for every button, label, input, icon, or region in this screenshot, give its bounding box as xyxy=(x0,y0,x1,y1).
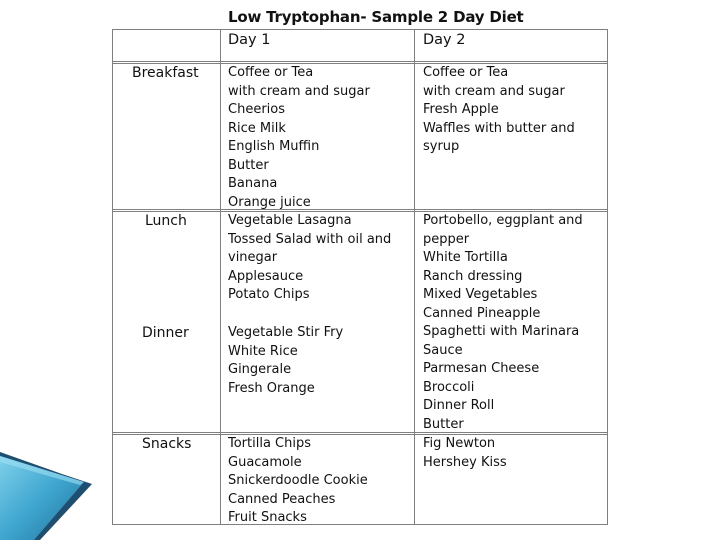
list-item: Potato Chips xyxy=(228,287,310,302)
list-item: Spaghetti with Marinara xyxy=(423,324,580,339)
list-item: Coffee or Tea xyxy=(423,65,509,80)
meal-label-snacks: Snacks xyxy=(142,436,192,452)
page-title: Low Tryptophan- Sample 2 Day Diet xyxy=(228,8,524,26)
day1-header: Day 1 xyxy=(228,32,271,48)
list-item: Hershey Kiss xyxy=(423,454,507,470)
list-item: vinegar xyxy=(228,250,278,265)
list-item: Portobello, eggplant and xyxy=(423,213,583,228)
list-item: Snickerdoodle Cookie xyxy=(228,473,368,488)
list-item: Guacamole xyxy=(228,454,302,470)
list-item: Tortilla Chips xyxy=(228,436,312,451)
list-item: Rice Milk xyxy=(228,120,286,136)
list-item: Ranch dressing xyxy=(423,268,523,284)
list-item: Waffles with butter and xyxy=(423,120,575,136)
lunch-day1-list xyxy=(228,212,391,305)
list-item: syrup xyxy=(423,139,460,154)
list-item: Sauce xyxy=(423,342,463,358)
list-item: Fresh Apple xyxy=(423,102,499,117)
list-item: Mixed Vegetables xyxy=(423,287,538,302)
meal-label-dinner: Dinner xyxy=(142,325,189,341)
list-item: White Rice xyxy=(228,343,298,359)
snacks-day2-list xyxy=(423,435,507,472)
list-item: Banana xyxy=(228,176,278,191)
list-item: Butter xyxy=(228,157,269,173)
list-item: Gingerale xyxy=(228,362,292,377)
list-item: Cheerios xyxy=(228,102,285,117)
list-item: Applesauce xyxy=(228,268,304,284)
meal-label-lunch: Lunch xyxy=(145,213,187,229)
list-item: Vegetable Lasagna xyxy=(228,213,352,228)
lunch-dinner-day2-list xyxy=(423,212,583,434)
list-item: Fig Newton xyxy=(423,436,496,451)
list-item: Canned Pineapple xyxy=(423,305,541,321)
list-item: with cream and sugar xyxy=(423,83,565,99)
list-item: English Muffin xyxy=(228,139,320,154)
list-item: Butter xyxy=(423,416,464,432)
list-item: Fruit Snacks xyxy=(228,510,307,525)
list-item: Broccoli xyxy=(423,379,475,395)
list-item: Fresh Orange xyxy=(228,380,315,396)
list-item: Dinner Roll xyxy=(423,398,495,413)
meal-label-breakfast: Breakfast xyxy=(132,65,199,81)
breakfast-day1-list xyxy=(228,64,370,212)
list-item: White Tortilla xyxy=(423,250,508,265)
list-item: pepper xyxy=(423,231,470,247)
decorative-corner-shape xyxy=(0,438,92,540)
list-item: Coffee or Tea xyxy=(228,65,314,80)
list-item: Orange juice xyxy=(228,194,311,210)
snacks-day1-list xyxy=(228,435,368,528)
breakfast-day2-list xyxy=(423,64,575,157)
list-item: Vegetable Stir Fry xyxy=(228,325,344,340)
list-item: Tossed Salad with oil and xyxy=(228,231,392,247)
day2-header: Day 2 xyxy=(423,32,466,48)
list-item: with cream and sugar xyxy=(228,83,370,99)
list-item: Parmesan Cheese xyxy=(423,361,540,376)
list-item: Canned Peaches xyxy=(228,491,336,507)
dinner-day1-list xyxy=(228,324,343,398)
